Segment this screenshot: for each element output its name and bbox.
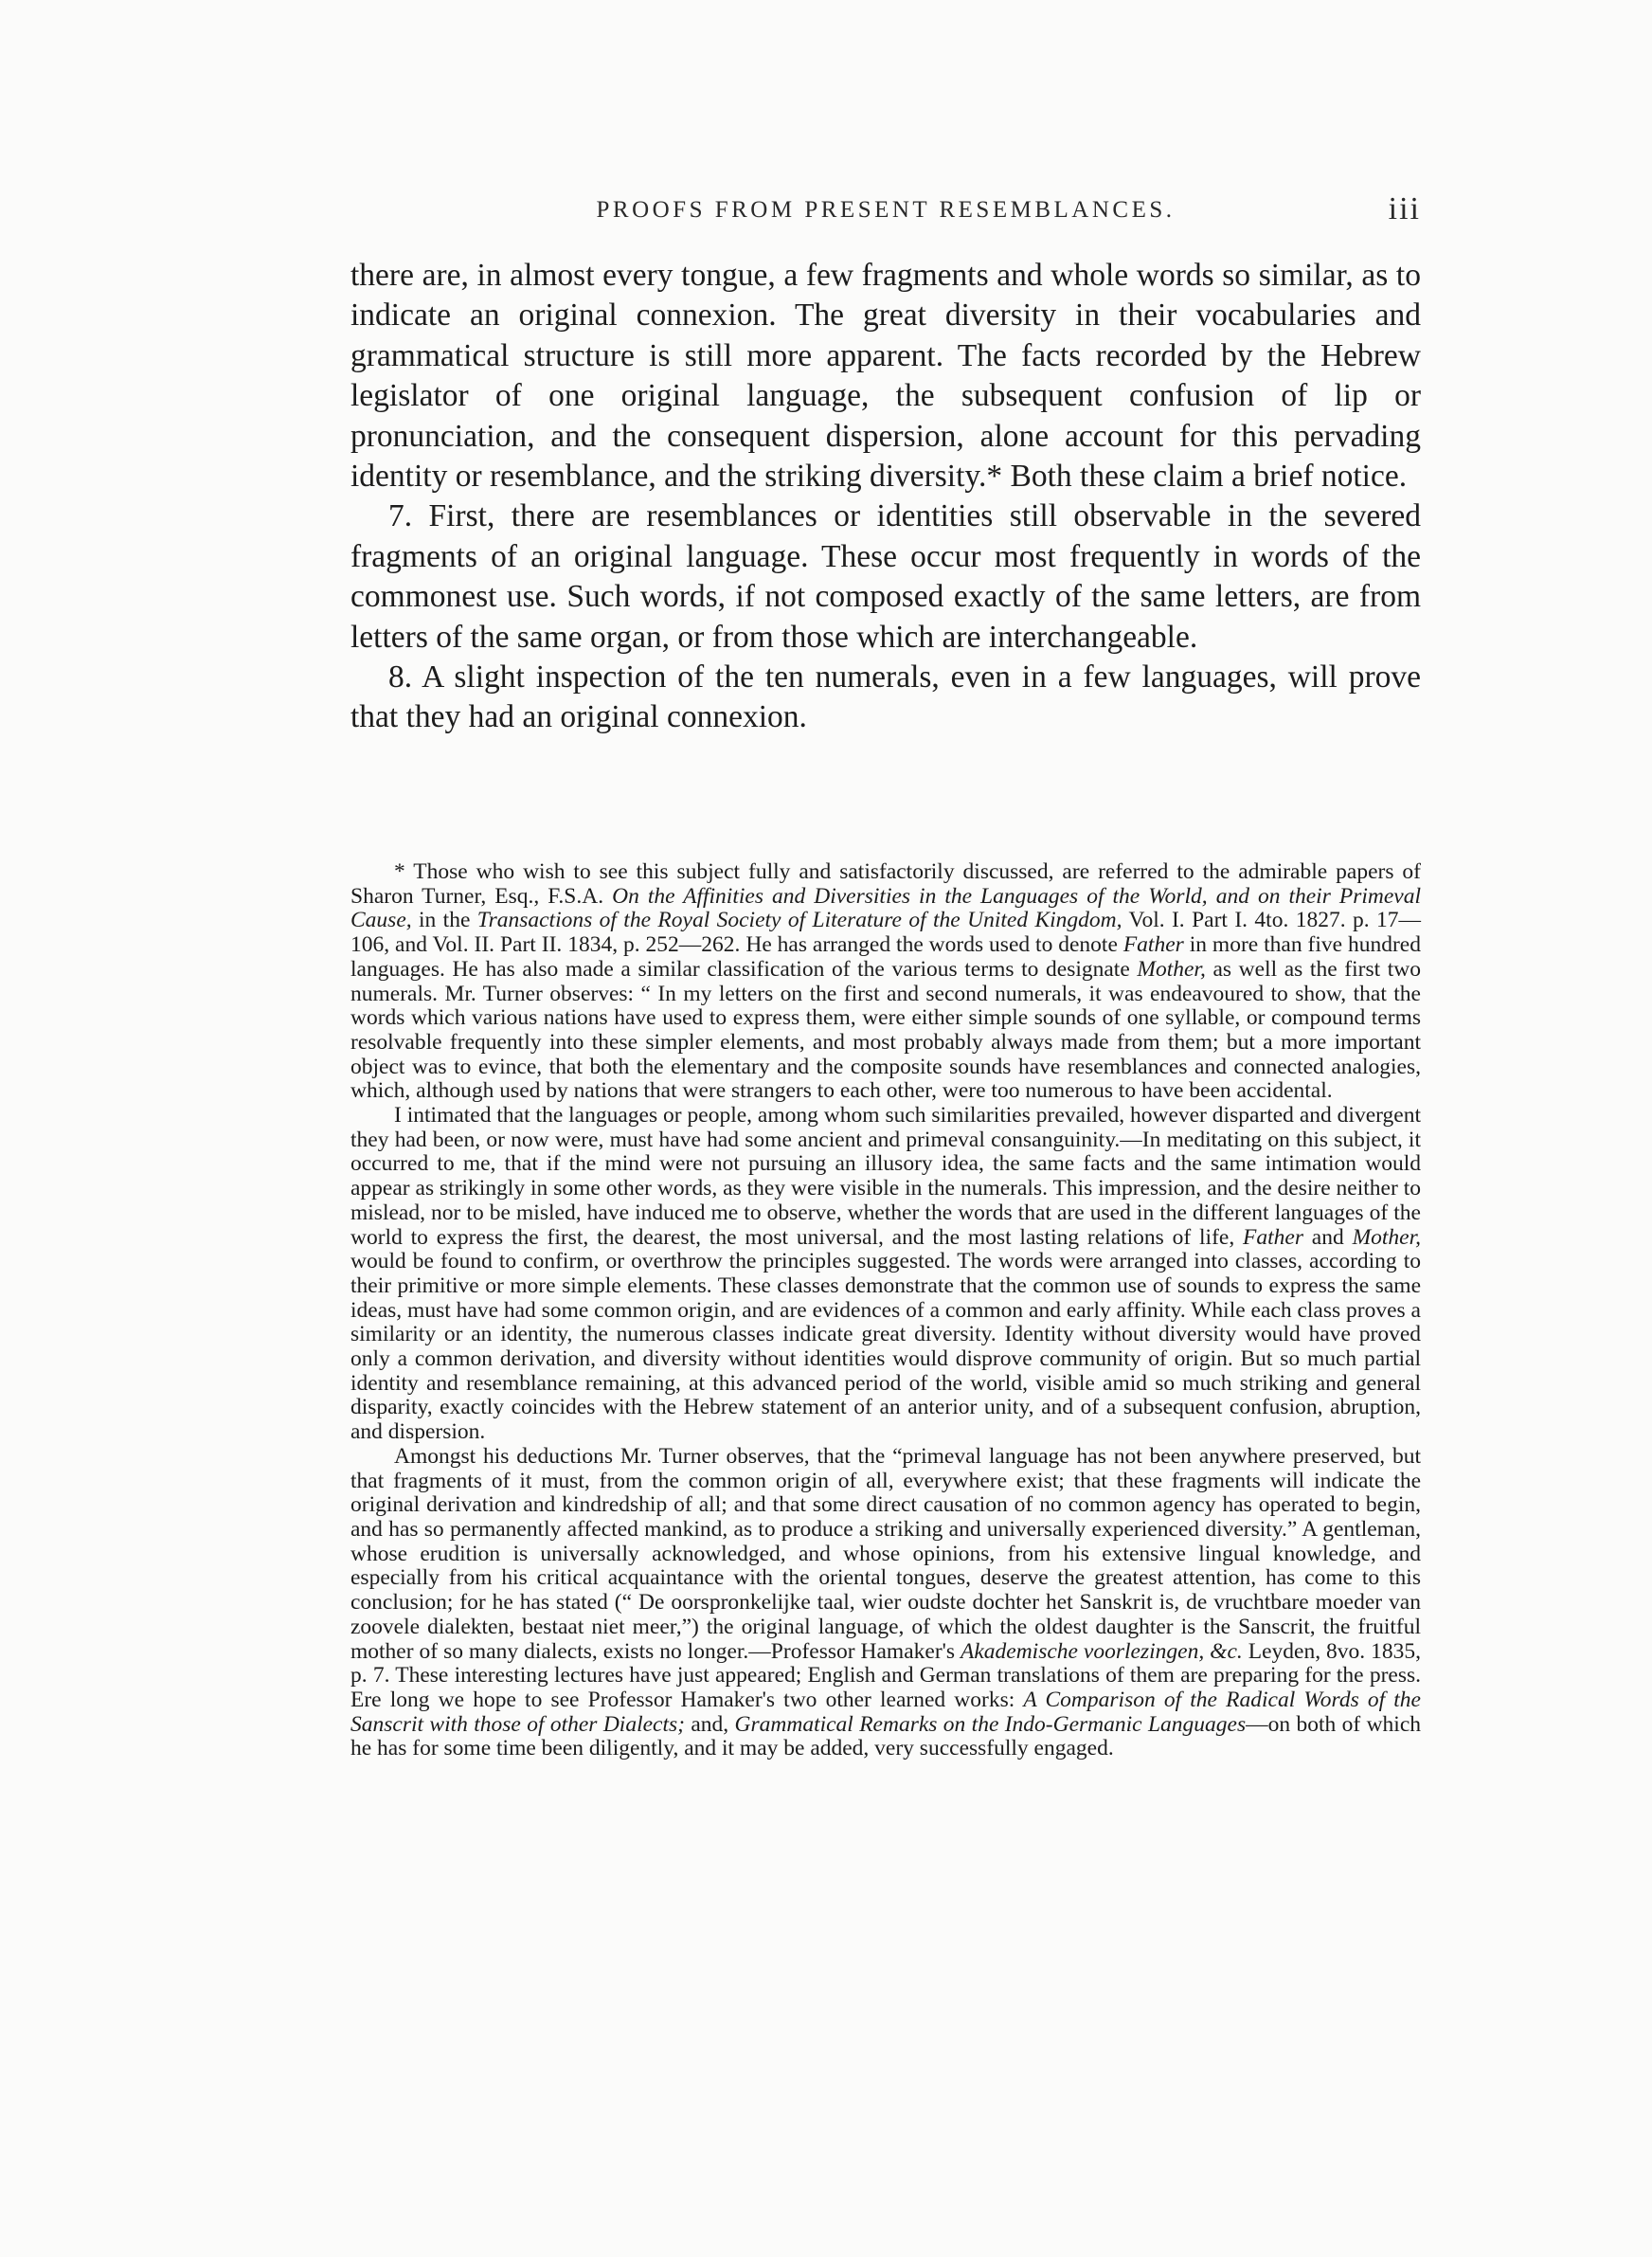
footnote-italic-title: Grammatical Remarks on the Indo-Germanic Languages (734, 1711, 1247, 1737)
footnote (350, 860, 1421, 1761)
footnote-text: * Those who wish to see this subject fully and satisfactorily discussed, are referred to the admirable papers of Sharon Turner, Esq., F.S.A. (350, 859, 1421, 909)
footnote-text: would be found to confirm, or overthrow the principles suggested. The words were arranged into classes, according to their primitive or more simple elements. These classes demonstrate that the common use of sounds to express the same ideas, must have had some common origin, and are evidences of a common and early affinity. While each class proves a similarity or an identity, the numerous classes indicate great diversity. Identity without diversity would have proved only a common derivation, and diversity without identities would disprove community of origin. But so much partial identity and resemblance remaining, at this advanced period of the world, visible amid so much striking and general disparity, exactly coincides with the Hebrew statement of an anterior unity, and of a subsequent confusion, abruption, and dispersion. (350, 1249, 1421, 1445)
main-text (350, 256, 1421, 738)
footnote-italic-title: Akademische voorlezingen, &c. (961, 1638, 1243, 1664)
running-head: PROOFS FROM PRESENT RESEMBLANCES. (596, 197, 1176, 223)
footnote-text: in more than five hundred languages. He has also made a similar classification of the various terms to designate (350, 932, 1421, 982)
body-paragraph-8: 8. A slight inspection of the ten numerals, even in a few languages, will prove that they had an original connexion. (350, 659, 1421, 735)
page-header (350, 191, 1421, 235)
footnote-paragraph-2 (350, 1104, 1421, 1445)
footnote-text: I intimated that the languages or people, among whom such similarities prevailed, however disparted and divergent they had been, or now were, must have had some ancient and primeval consanguinity.—In meditating on this subject, it occurred to me, that if the mind were not pursuing an illusory idea, the same facts and the same intimation would appear as strikingly in some other words, as they were visible in the numerals. This impression, and the desire neither to mislead, nor to be misled, have induced me to observe, whether the words that are used in the different languages of the world to express the first, the dearest, the most universal, and the most lasting relations of life, (350, 1103, 1421, 1250)
footnote-italic-title: On the Affinities and Diversities in the Languages of the World, and on their Primeval Cause, (350, 883, 1421, 933)
footnote-italic-word: Father (1243, 1224, 1303, 1250)
footnote-text: Amongst his deductions Mr. Turner observes, that the “primeval language has not been anywhere preserved, but that fragments of it must, from the common origin of all, everywhere exist; that these fragments will indicate the original derivation and kindredship of all; and that some direct causation of no common agency has operated to begin, and has so permanently affected mankind, as to produce a striking and universally experienced diversity.” A gentleman, whose erudition is universally acknowledged, and whose opinions, from his extensive lingual knowledge, and especially from his critical acquaintance with the oriental tongues, deserve the greatest attention, has come to this conclusion; for he has stated (“ De oorspronkelijke taal, wier oudste dochter het Sanskrit is, de vruchtbare moeder van zoovele dialekten, bestaat niet meer,”) the original language, of which the oldest daughter is the Sanscrit, the fruitful mother of so many dialects, exists no longer.—Professor Hamaker's (350, 1443, 1421, 1664)
footnote-italic-word: Mother, (1352, 1224, 1422, 1250)
footnote-text: Leyden, 8vo. 1835, p. 7. These interesting lectures have just appeared; English and German translations of them are preparing for the press. Ere long we hope to see Professor Hamaker's two other learned works: (350, 1638, 1422, 1712)
footnote-italic-word: Father (1122, 932, 1184, 958)
footnote-italic-word: Mother, (1137, 956, 1206, 982)
footnote-text: as well as the first two numerals. Mr. Turner observes: “ In my letters on the first and second numerals, it was endeavoured to show, that the words which various nations have used to express them, were either simple sounds of one syllable, or compound terms resolvable frequently into these simpler elements, and most probably always made from them; but a more important object was to evince, that both the elementary and the composite sounds have resemblances and connected analogies, which, although used by nations that were strangers to each other, were too numerous to have been accidental. (350, 956, 1421, 1104)
body-paragraph-7: 7. First, there are resemblances or identities still observable in the severed fragments of an original language. These occur most frequently in words of the commonest use. Such words, if not composed exactly of the same letters, are from letters of the same organ, or from those which are interchangeable. (350, 498, 1421, 655)
page-number: iii (1388, 191, 1421, 226)
footnote-italic-title: A Comparison of the Radical Words of the Sanscrit with those of other Dialects; (350, 1687, 1421, 1737)
footnote-text: and (1303, 1224, 1353, 1250)
footnote-text: Vol. I. Part I. 4to. 1827. p. 17—106, and Vol. II. Part II. 1834, p. 252—262. He has arranged the words used to denote (350, 908, 1421, 958)
footnote-paragraph-1 (350, 860, 1421, 1104)
footnote-text: in the (411, 908, 477, 933)
footnote-text: and, (684, 1711, 735, 1737)
footnote-text: —on both of which he has for some time been diligently, and it may be added, very successfully engaged. (350, 1711, 1422, 1761)
footnote-italic-title: Transactions of the Royal Society of Literature of the United Kingdom, (476, 908, 1122, 933)
body-paragraph-continued: there are, in almost every tongue, a few fragments and whole words so similar, as to indicate an original connexion. The great diversity in their vocabularies and grammatical structure is still more apparent. The facts recorded by the Hebrew legislator of one original language, the subsequent confusion of lip or pronunciation, and the consequent dispersion, alone account for this pervading identity or resemblance, and the striking diversity.* Both these claim a brief notice. (350, 258, 1421, 495)
footnote-paragraph-3 (350, 1445, 1421, 1761)
